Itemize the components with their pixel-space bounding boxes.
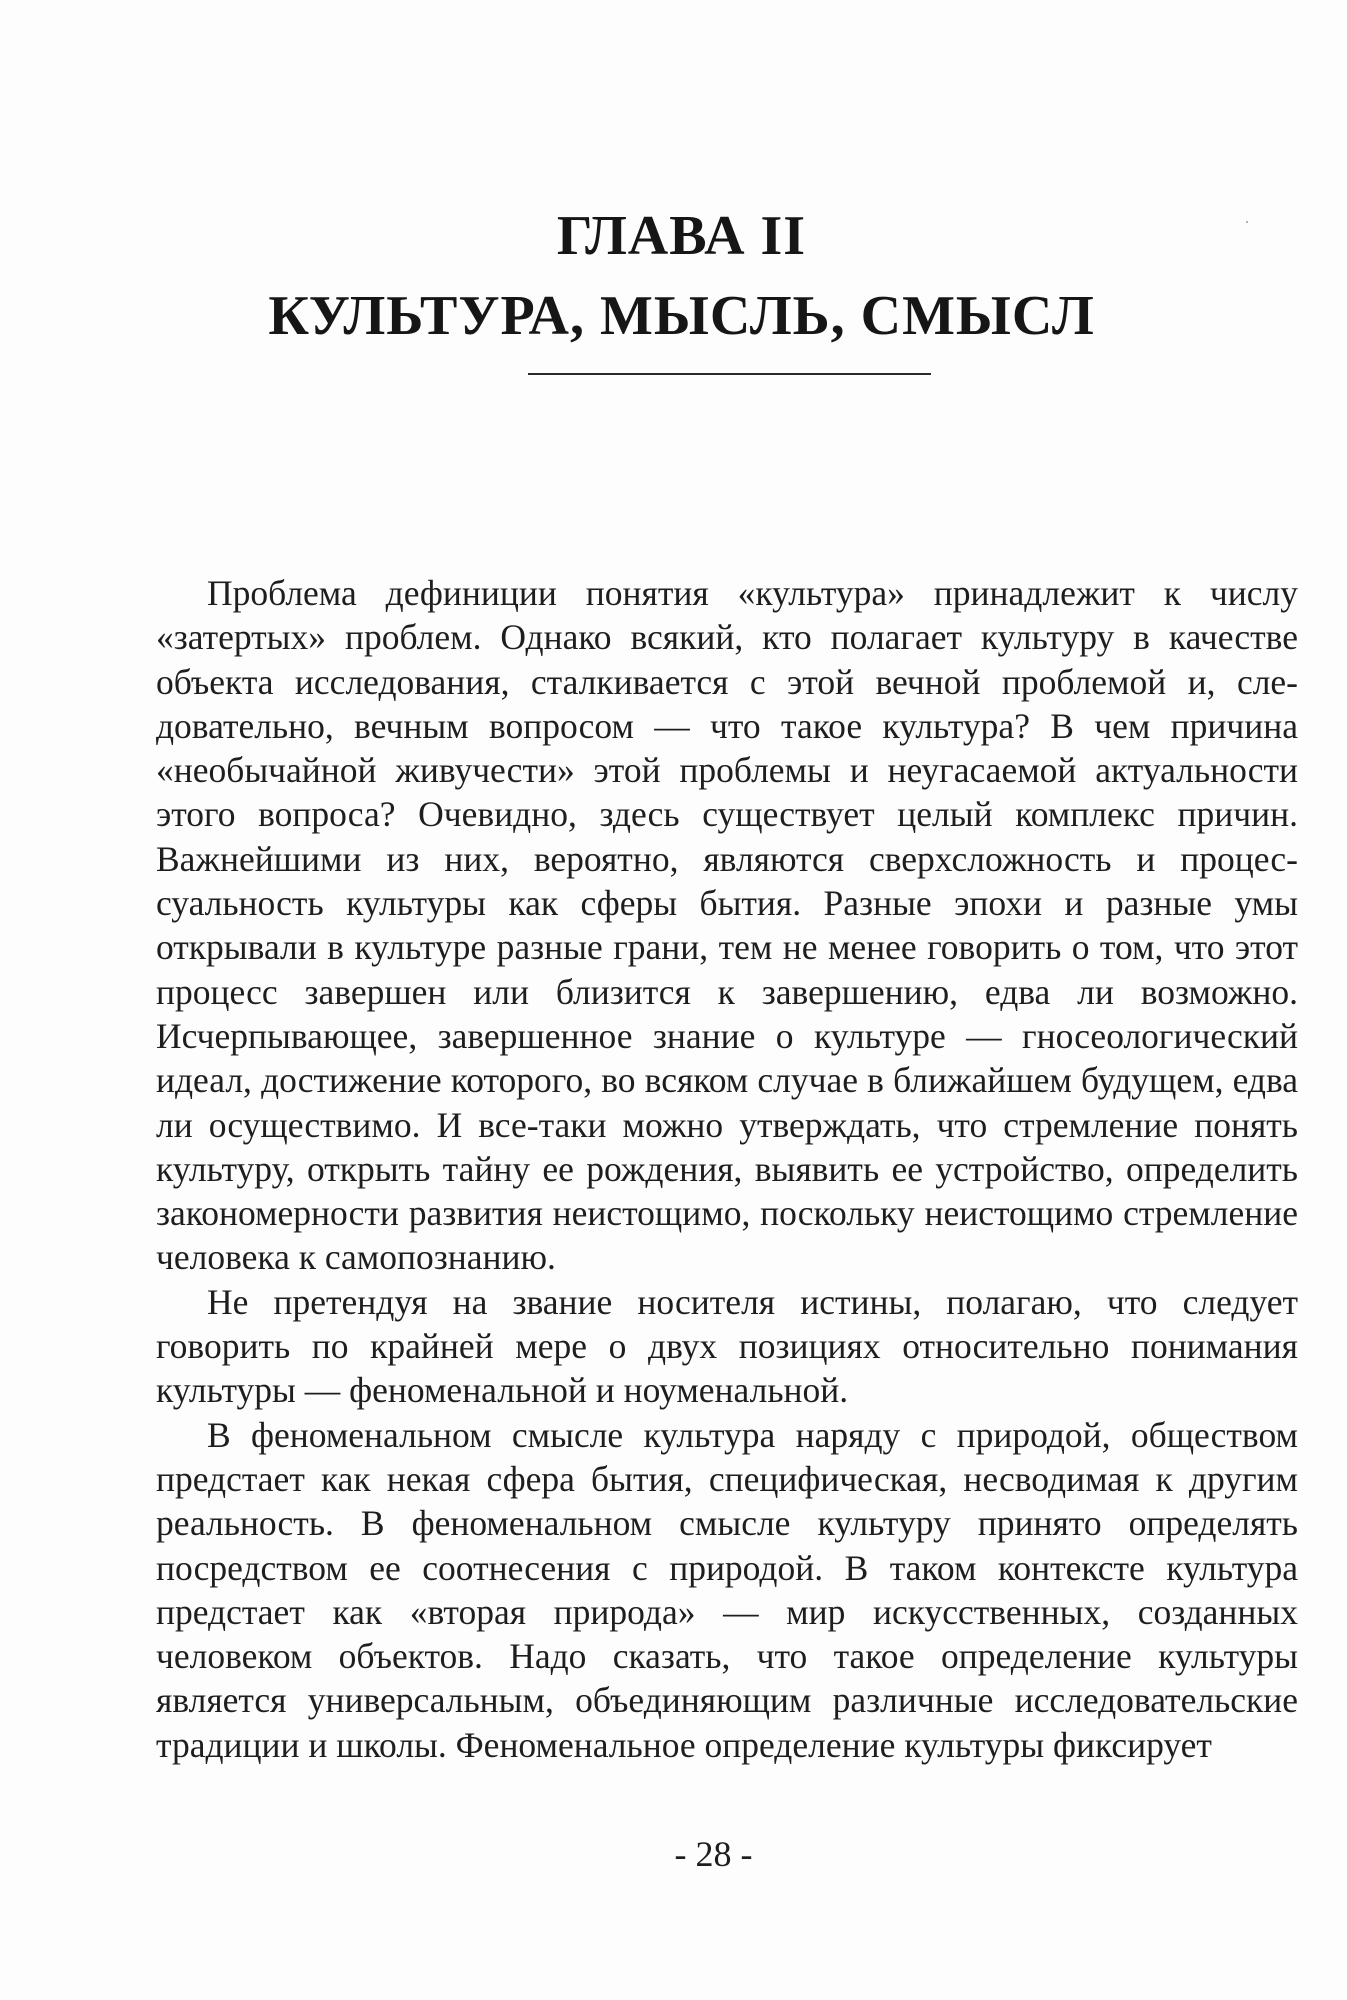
page-number: - 28 - [674, 1834, 753, 1874]
body-text [156, 571, 1298, 1767]
paragraph-3: В феноменальном смысле культура наряду с природой, обществом предстает как некая сфера бытия, специфическая, несводимая к другим реальность. В феноменальном смысле культуру принято определять посредством ее соотнесения с природой. В таком контексте культура предстает как «вторая природа» — мир искусственных, созданных человеком объектов. Надо сказать, что такое определение культуры является универсальным, объединяющим различные исследовательские традиции и школы. Феноменальное определение культуры фиксирует [156, 1414, 1298, 1765]
chapter-header [0, 196, 1347, 356]
chapter-number: ГЛАВА II [556, 205, 807, 267]
paragraph-2: Не претендуя на звание носителя истины, полагаю, что следует говорить по крайней мере о двух позициях относительно понимания культуры — феноменальной и ноуменальной. [156, 1281, 1298, 1411]
paragraph-1: Проблема дефиниции понятия «культура» принадлежит к числу «затертых» проблем. Однако всякий, кто полагает культуру в качестве объекта исследования, сталкивается с этой вечной проблемой и, следовательно, вечным вопросом — что такое культура? В чем причина «необычайной живучести» этой проблемы и неугасаемой актуальности этого вопроса? Очевидно, здесь существует целый комплекс причин. Важнейшими из них, вероятно, являются сверхсложность и процессуальность культуры как сферы бытия. Разные эпохи и разные умы открывали в культуре разные грани, тем не менее говорить о том, что этот процесс завершен или близится к завершению, едва ли возможно. Исчерпывающее, завершенное знание о культуре — гносеологический идеал, достижение которого, во всяком случае в ближайшем будущем, едва ли осуществимо. И все-таки можно утверждать, что стремление понять культуру, открыть тайну ее рождения, выявить ее устройство, определить закономерности развития неистощимо, поскольку неистощимо стремление человека к самопознанию. [156, 573, 1298, 1278]
title-divider [528, 373, 931, 375]
chapter-title: КУЛЬТУРА, МЫСЛЬ, СМЫСЛ [268, 285, 1095, 347]
